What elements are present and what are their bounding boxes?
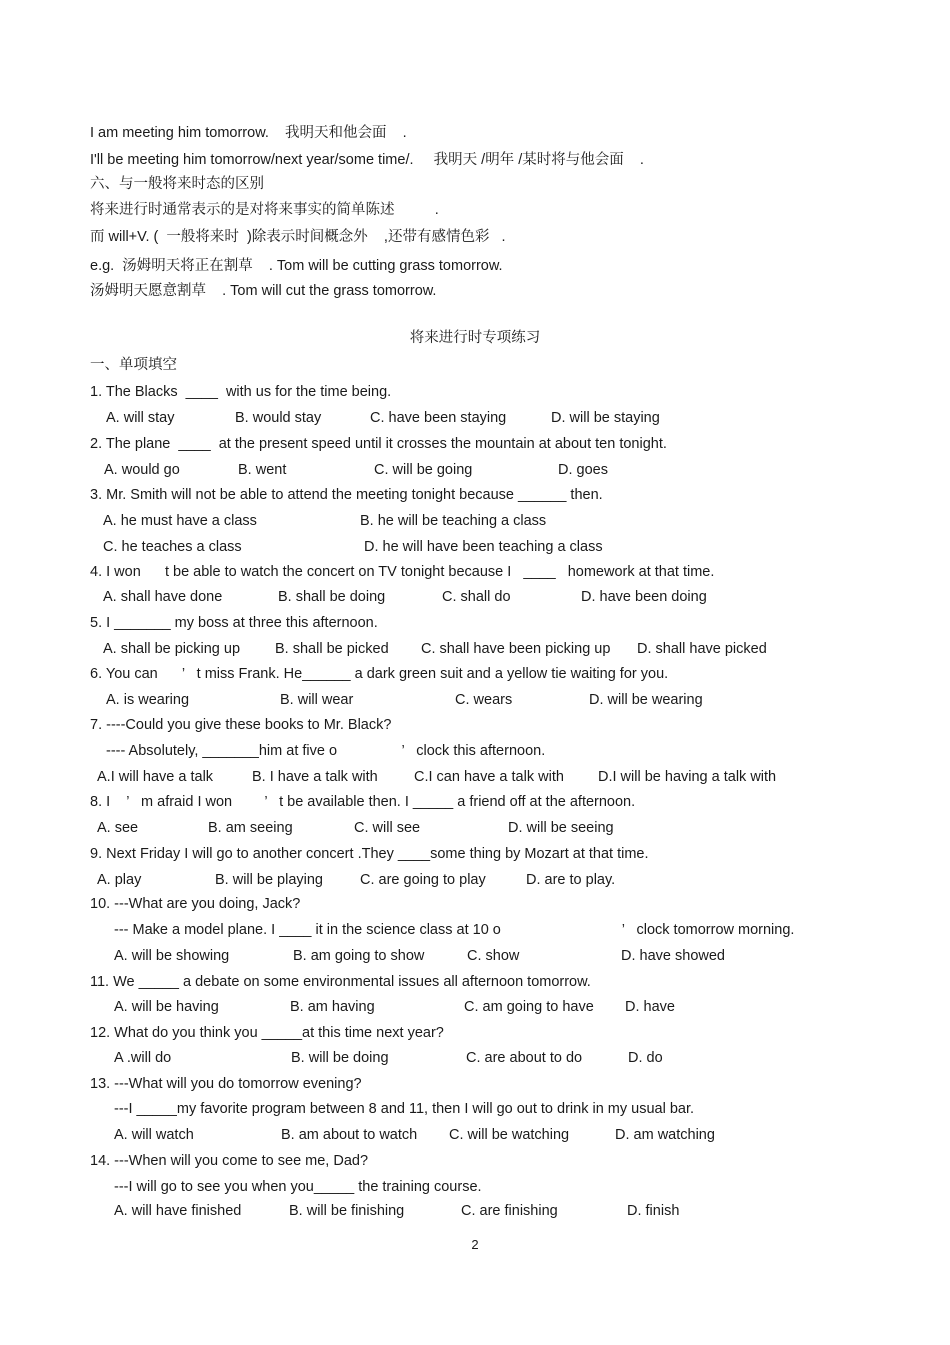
- question-13-option-c: C. will be watching: [449, 1127, 570, 1143]
- question-7-option-a: A.I will have a talk: [97, 769, 214, 785]
- question-6-option-d: D. will be wearing: [589, 692, 703, 708]
- question-8-stem: 8. I ’ m afraid I won ’ t be available then. I _____ a friend off at the afternoon.: [90, 794, 636, 810]
- question-10-stem-reply: --- Make a model plane. I ____ it in the science class at 10 o ’ clock tomorrow morning.: [114, 922, 795, 938]
- question-9-option-d: D. are to play.: [526, 872, 616, 888]
- question-5-option-c: C. shall have been picking up: [421, 641, 611, 657]
- question-14-option-c: C. are finishing: [461, 1203, 558, 1219]
- question-7-option-c: C.I can have a talk with: [414, 769, 564, 785]
- question-6-option-b: B. will wear: [280, 692, 354, 708]
- intro-line-5: 而 will+V. ( 一般将来时 )除表示时间概念外 ,还带有感情色彩 .: [90, 229, 506, 245]
- question-6-stem: 6. You can ’ t miss Frank. He______ a dark green suit and a yellow tie waiting for you.: [90, 666, 669, 682]
- question-7-stem-reply: ---- Absolutely, _______him at five o ’ clock this afternoon.: [106, 743, 546, 759]
- question-2-option-c: C. will be going: [374, 462, 473, 478]
- question-3-option-d: D. he will have been teaching a class: [364, 539, 603, 555]
- intro-heading-6: 六、与一般将来时态的区别: [90, 176, 264, 192]
- question-5-option-a: A. shall be picking up: [103, 641, 241, 657]
- intro-line-4: 将来进行时通常表示的是对将来事实的简单陈述 .: [90, 202, 439, 218]
- page-number: 2: [471, 1237, 479, 1252]
- intro-line-1: I am meeting him tomorrow. 我明天和他会面 .: [90, 125, 407, 141]
- question-3-option-b: B. he will be teaching a class: [360, 513, 547, 529]
- question-10-option-a: A. will be showing: [114, 948, 230, 964]
- question-13-option-b: B. am about to watch: [281, 1127, 418, 1143]
- question-14-stem: 14. ---When will you come to see me, Dad?: [90, 1153, 369, 1169]
- question-14-stem-reply: ---I will go to see you when you_____ the training course.: [114, 1179, 482, 1195]
- question-9-stem: 9. Next Friday I will go to another concert .They ____some thing by Mozart at that time.: [90, 846, 649, 862]
- question-13-option-a: A. will watch: [114, 1127, 194, 1143]
- question-11-option-c: C. am going to have: [464, 999, 594, 1015]
- intro-example-1: e.g. 汤姆明天将正在割草 . Tom will be cutting grass tomorrow.: [90, 258, 503, 274]
- section-title: 将来进行时专项练习: [409, 330, 541, 346]
- question-9-option-c: C. are going to play: [360, 872, 486, 888]
- question-8-option-b: B. am seeing: [208, 820, 293, 836]
- question-12-stem: 12. What do you think you _____at this time next year?: [90, 1025, 444, 1041]
- question-11-option-b: B. am having: [290, 999, 375, 1015]
- question-2-option-d: D. goes: [558, 462, 608, 478]
- question-4-option-a: A. shall have done: [103, 589, 223, 605]
- question-8-option-c: C. will see: [354, 820, 421, 836]
- question-11-stem: 11. We _____ a debate on some environmental issues all afternoon tomorrow.: [90, 974, 591, 990]
- question-4-option-c: C. shall do: [442, 589, 511, 605]
- question-1-option-b: B. would stay: [235, 410, 322, 426]
- question-13-stem: 13. ---What will you do tomorrow evening?: [90, 1076, 362, 1092]
- question-5-option-d: D. shall have picked: [637, 641, 767, 657]
- question-10-option-d: D. have showed: [621, 948, 725, 964]
- question-10-stem: 10. ---What are you doing, Jack?: [90, 896, 301, 912]
- question-8-option-d: D. will be seeing: [508, 820, 614, 836]
- question-14-option-a: A. will have finished: [114, 1203, 242, 1219]
- question-11-option-d: D. have: [625, 999, 675, 1015]
- question-11-option-a: A. will be having: [114, 999, 219, 1015]
- question-3-option-c: C. he teaches a class: [103, 539, 242, 555]
- question-14-option-b: B. will be finishing: [289, 1203, 405, 1219]
- question-9-option-b: B. will be playing: [215, 872, 323, 888]
- question-14-option-d: D. finish: [627, 1203, 680, 1219]
- question-1-option-d: D. will be staying: [551, 410, 660, 426]
- question-8-option-a: A. see: [97, 820, 139, 836]
- question-13-stem-reply: ---I _____my favorite program between 8 and 11, then I will go out to drink in my usual bar.: [114, 1101, 695, 1117]
- question-2-option-a: A. would go: [104, 462, 180, 478]
- question-2-option-b: B. went: [238, 462, 287, 478]
- question-4-option-d: D. have been doing: [581, 589, 707, 605]
- question-7-option-d: D.I will be having a talk with: [598, 769, 777, 785]
- question-3-option-a: A. he must have a class: [103, 513, 257, 529]
- part-heading: 一、单项填空: [90, 357, 177, 373]
- question-1-option-a: A. will stay: [106, 410, 175, 426]
- intro-example-2: 汤姆明天愿意割草 . Tom will cut the grass tomorrow.: [90, 283, 437, 299]
- question-12-option-b: B. will be doing: [291, 1050, 389, 1066]
- question-4-stem: 4. I won t be able to watch the concert on TV tonight because I ____ homework at that time.: [90, 564, 715, 580]
- question-2-stem: 2. The plane ____ at the present speed until it crosses the mountain at about ten tonight.: [90, 436, 667, 452]
- intro-line-2: I'll be meeting him tomorrow/next year/some time/. 我明天 /明年 /某时将与他会面 .: [90, 152, 644, 168]
- question-12-option-c: C. are about to do: [466, 1050, 583, 1066]
- question-5-option-b: B. shall be picked: [275, 641, 389, 657]
- question-5-stem: 5. I _______ my boss at three this afternoon.: [90, 615, 378, 631]
- question-12-option-d: D. do: [628, 1050, 663, 1066]
- question-1-option-c: C. have been staying: [370, 410, 507, 426]
- question-3-stem: 3. Mr. Smith will not be able to attend the meeting tonight because ______ then.: [90, 487, 603, 503]
- question-12-option-a: A .will do: [114, 1050, 172, 1066]
- question-10-option-c: C. show: [467, 948, 520, 964]
- question-6-option-c: C. wears: [455, 692, 513, 708]
- question-4-option-b: B. shall be doing: [278, 589, 386, 605]
- question-7-option-b: B. I have a talk with: [252, 769, 378, 785]
- question-10-option-b: B. am going to show: [293, 948, 425, 964]
- question-7-stem: 7. ----Could you give these books to Mr. Black?: [90, 717, 392, 733]
- question-13-option-d: D. am watching: [615, 1127, 715, 1143]
- question-6-option-a: A. is wearing: [106, 692, 190, 708]
- question-9-option-a: A. play: [97, 872, 142, 888]
- question-1-stem: 1. The Blacks ____ with us for the time being.: [90, 384, 392, 400]
